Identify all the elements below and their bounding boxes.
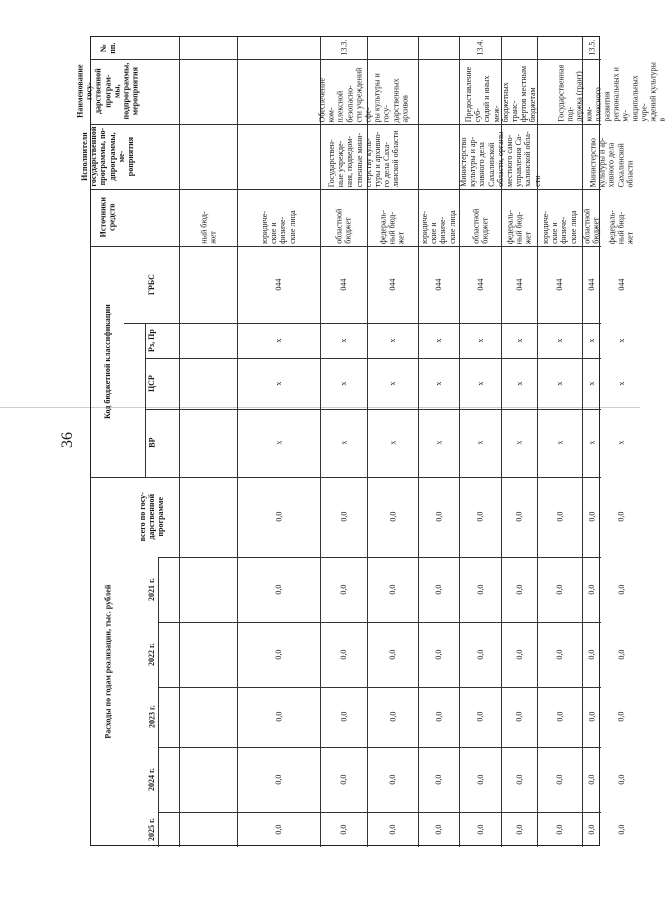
row-r8-rzpr: [582, 323, 601, 358]
row-r5-name-text: Предоставление суб- сидий и иных меж- бюджетных транс- фертов местным бюджетам: [463, 65, 537, 122]
budget-table: [75, 36, 667, 846]
row-r8-executor: [582, 124, 641, 189]
row-r1-vr: [237, 409, 320, 477]
row-r5-grbs: [459, 246, 501, 323]
row-r9-grbs: [601, 246, 641, 323]
row-r2-value-4: [320, 747, 367, 812]
row-r6-source-text: федераль- ный бюд- жет: [505, 209, 533, 244]
row-r2-value-0: [320, 477, 367, 557]
row-r1-value-3: [237, 687, 320, 747]
row-r5-value-3: [459, 687, 501, 747]
header-year-2-text: 2022 г.: [146, 643, 156, 666]
row-r4-value-2-text: 0,0: [433, 649, 443, 660]
row-r6-rzpr-text: х: [514, 338, 524, 343]
row-r2-name: [317, 59, 410, 124]
row-r5-value-1: [459, 557, 501, 622]
row-r3-vr: [367, 409, 418, 477]
row-r5-value-2: [459, 622, 501, 687]
row-r2-vr: [320, 409, 367, 477]
row-r7-value-1-text: 0,0: [554, 584, 564, 595]
header-rzpr-text: Рз, Пр: [146, 329, 156, 352]
row-r2-value-1: [320, 557, 367, 622]
row-r7-value-0: [537, 477, 582, 557]
row-r3-value-5: [367, 812, 418, 847]
row-r6-value-1-text: 0,0: [514, 584, 524, 595]
row-r2-rzpr: [320, 323, 367, 358]
row-r9-csr: [601, 358, 641, 409]
row-r7-rzpr-text: х: [554, 338, 564, 343]
header-budget-code: [91, 246, 124, 477]
row-r3-value-3: [367, 687, 418, 747]
header-rzpr: [124, 323, 179, 358]
row-r6-value-0-text: 0,0: [514, 512, 524, 522]
row-r1-grbs-text: 044: [273, 278, 283, 291]
row-r9-vr: [601, 409, 641, 477]
header-budget-code-text: Код бюджетной классификации: [102, 304, 112, 419]
header-name: [75, 59, 140, 124]
row-r8-value-2-text: 0,0: [586, 649, 596, 660]
row-r9-csr-text: х: [616, 381, 626, 386]
header-executor: [79, 124, 135, 189]
row-r3-value-2-text: 0,0: [387, 649, 397, 660]
row-r1-value-4-text: 0,0: [273, 774, 283, 785]
row-r7-value-3-text: 0,0: [554, 712, 564, 722]
row-r1-source: [237, 189, 320, 246]
row-r5-rzpr: [459, 323, 501, 358]
row-r8-value-4: [582, 747, 601, 812]
row-r3-source: [367, 189, 418, 246]
row-r7-csr: [537, 358, 582, 409]
row-r2-source: [320, 189, 367, 246]
row-r3-value-0: [367, 477, 418, 557]
row-r6-value-0: [501, 477, 537, 557]
row-r8-grbs: [582, 246, 601, 323]
row-r4-source: [418, 189, 459, 246]
header-year-3-text: 2023 г.: [146, 705, 156, 729]
row-r1-value-0: [237, 477, 320, 557]
row-r7-value-5-text: 0,0: [554, 824, 564, 835]
row-r6-source: [501, 189, 537, 246]
row-r2-value-4-text: 0,0: [338, 774, 348, 785]
header-source-text: Источники средств: [98, 197, 117, 238]
row-r4-rzpr-text: х: [433, 338, 443, 343]
row-r2-value-3: [320, 687, 367, 747]
header-total: [124, 477, 179, 557]
row-r3-vr-text: х: [387, 441, 397, 445]
header-grbs-text: ГРБС: [146, 274, 156, 295]
row-r6-vr-text: х: [514, 441, 524, 445]
row-r8-csr-text: х: [586, 381, 596, 386]
row-r1-value-1: [237, 557, 320, 622]
row-r9-source-text: федераль- ный бюд- жет: [607, 209, 635, 244]
row-r8-value-4-text: 0,0: [586, 774, 596, 785]
row-r5-value-0: [459, 477, 501, 557]
row-r2-rzpr-text: х: [338, 338, 348, 343]
row-r9-value-2: [601, 622, 641, 687]
row-r1-value-3-text: 0,0: [273, 712, 283, 722]
row-r8-value-3-text: 0,0: [586, 712, 596, 722]
row-r5-value-2-text: 0,0: [475, 649, 485, 660]
row-r3-value-4: [367, 747, 418, 812]
row-r3-value-3-text: 0,0: [387, 712, 397, 722]
row-r2-executor-text: Государствен- ные учрежде- ния, подведом- ственные мини- стерству куль- туры и архивно- го дела Саха- линской области: [326, 130, 401, 187]
row-r5-vr: [459, 409, 501, 477]
row-r4-csr: [418, 358, 459, 409]
row-r8-csr: [582, 358, 601, 409]
row-r0-source-text: ный бюд- жет: [198, 211, 217, 244]
row-r6-csr-text: х: [514, 381, 524, 386]
row-r1-value-5-text: 0,0: [273, 824, 283, 835]
row-r6-vr: [501, 409, 537, 477]
row-r5-value-4-text: 0,0: [475, 774, 485, 785]
header-csr-text: ЦСР: [146, 375, 156, 392]
row-r2-grbs: [320, 246, 367, 323]
row-r7-rzpr: [537, 323, 582, 358]
row-r5-source: [459, 189, 501, 246]
header-year-4: [124, 747, 179, 812]
row-r1-rzpr: [237, 323, 320, 358]
row-r5-executor-text: Министерство культуры и ар- хивного дела Сахалинской области, органы местного само- управления Са- халинской обла- сти: [458, 131, 542, 187]
row-r2-value-2-text: 0,0: [338, 649, 348, 660]
header-csr: [124, 358, 179, 409]
row-r7-value-2-text: 0,0: [554, 649, 564, 660]
row-r2-source-text: областной бюджет: [334, 208, 353, 244]
row-r4-value-0-text: 0,0: [433, 512, 443, 522]
header-year-2: [124, 622, 179, 687]
row-r8-value-5: [582, 812, 601, 847]
row-r2-value-3-text: 0,0: [338, 712, 348, 722]
row-r9-rzpr: [601, 323, 641, 358]
row-r8-value-0: [582, 477, 601, 557]
row-line-1: [179, 37, 180, 847]
row-r4-source-text: юридиче- ские и физиче- ские лица: [420, 210, 457, 244]
row-r2-value-0-text: 0,0: [338, 512, 348, 522]
row-r5-value-1-text: 0,0: [475, 584, 485, 595]
header-vr: [124, 409, 179, 477]
row-r5-value-4: [459, 747, 501, 812]
row-r5-num: [459, 37, 501, 59]
row-r6-value-5: [501, 812, 537, 847]
row-r7-vr: [537, 409, 582, 477]
row-r4-vr-text: х: [433, 441, 443, 445]
row-r9-value-2-text: 0,0: [616, 649, 626, 660]
row-r3-source-text: федераль- ный бюд- жет: [378, 209, 407, 244]
row-r3-rzpr-text: х: [387, 338, 397, 343]
row-r5-executor: [459, 124, 541, 189]
row-r5-grbs-text: 044: [475, 278, 485, 291]
row-r6-value-4-text: 0,0: [514, 774, 524, 785]
row-r1-csr: [237, 358, 320, 409]
row-r3-value-1-text: 0,0: [387, 584, 397, 595]
row-r8-num-text: 13.5.: [586, 40, 596, 56]
row-r3-value-5-text: 0,0: [387, 824, 397, 835]
row-r6-csr: [501, 358, 537, 409]
row-r8-name-text: Государственная под- держка (грант) ком- плексного развития региональных и му- ниципальных учре- ждений культуры в: [556, 62, 667, 122]
row-r8-value-2: [582, 622, 601, 687]
row-r1-value-5: [237, 812, 320, 847]
header-grbs: [124, 246, 179, 323]
row-r2-csr-text: х: [338, 381, 348, 386]
row-r5-value-5-text: 0,0: [475, 824, 485, 835]
row-r3-csr: [367, 358, 418, 409]
row-r4-value-4-text: 0,0: [433, 774, 443, 785]
row-r5-num-text: 13.4.: [475, 40, 485, 56]
page-number: 36: [59, 432, 76, 448]
header-name-text: Наименование госу- дарственной програм- мы, подпрограммы, мероприятия: [75, 63, 140, 120]
row-r9-value-4-text: 0,0: [616, 774, 626, 785]
row-r7-grbs: [537, 246, 582, 323]
row-r9-value-1-text: 0,0: [616, 584, 626, 595]
row-r6-grbs: [501, 246, 537, 323]
header-num-text: № пп.: [98, 42, 117, 54]
row-r6-value-3: [501, 687, 537, 747]
row-r5-value-5: [459, 812, 501, 847]
row-r8-vr: [582, 409, 601, 477]
row-r2-grbs-text: 044: [338, 278, 348, 291]
row-r7-vr-text: х: [554, 441, 564, 445]
row-r7-value-4: [537, 747, 582, 812]
row-r6-rzpr: [501, 323, 537, 358]
row-r5-source-text: областной бюджет: [470, 208, 489, 244]
row-r4-csr-text: х: [433, 381, 443, 386]
header-year-1-text: 2021 г.: [146, 578, 156, 601]
row-r8-source-text: областной бюджет: [582, 208, 601, 244]
row-r8-vr-text: х: [586, 441, 596, 445]
header-expenses: [91, 477, 124, 847]
row-r1-value-4: [237, 747, 320, 812]
row-r3-value-4-text: 0,0: [387, 774, 397, 785]
row-r5-value-3-text: 0,0: [475, 712, 485, 722]
row-r3-csr-text: х: [387, 381, 397, 386]
row-r5-csr: [459, 358, 501, 409]
row-r5-csr-text: х: [475, 381, 485, 386]
row-r8-value-1-text: 0,0: [586, 584, 596, 595]
row-r1-value-2: [237, 622, 320, 687]
row-r2-executor: [320, 124, 407, 189]
row-r1-value-0-text: 0,0: [273, 512, 283, 522]
row-r6-value-2-text: 0,0: [514, 649, 524, 660]
row-r4-value-3-text: 0,0: [433, 712, 443, 722]
header-year-5: [124, 812, 179, 847]
row-r5-name: [459, 59, 541, 124]
row-r2-num-text: 13.3.: [338, 40, 348, 56]
row-r9-grbs-text: 044: [616, 278, 626, 291]
row-r4-vr: [418, 409, 459, 477]
row-r9-vr-text: х: [616, 441, 626, 445]
row-r6-value-1: [501, 557, 537, 622]
row-r4-rzpr: [418, 323, 459, 358]
header-total-text: всего по госу- дарственной программе: [137, 492, 166, 542]
header-source: [91, 189, 124, 246]
header-vr-text: ВР: [146, 437, 156, 449]
header-year-3: [124, 687, 179, 747]
row-r9-value-0-text: 0,0: [616, 512, 626, 522]
header-year-4-text: 2024 г.: [146, 768, 156, 791]
row-r2-vr-text: х: [338, 441, 348, 445]
row-r0-source: [179, 189, 237, 246]
row-r7-value-5: [537, 812, 582, 847]
row-r6-value-4: [501, 747, 537, 812]
row-r8-grbs-text: 044: [586, 278, 596, 291]
row-r9-source: [601, 189, 641, 246]
row-r8-rzpr-text: х: [586, 338, 596, 343]
row-r3-value-2: [367, 622, 418, 687]
row-r9-value-0: [601, 477, 641, 557]
row-r4-value-2: [418, 622, 459, 687]
row-r9-rzpr-text: х: [616, 338, 626, 343]
header-executor-text: Исполнители государственной программы, по- дпрограммы, ме- роприятия: [79, 126, 135, 187]
row-r3-rzpr: [367, 323, 418, 358]
row-r9-value-3: [601, 687, 641, 747]
row-r8-value-5-text: 0,0: [586, 824, 596, 835]
row-r2-num: [320, 37, 367, 59]
row-r2-value-5-text: 0,0: [338, 824, 348, 835]
row-r1-value-1-text: 0,0: [273, 584, 283, 595]
row-r3-grbs: [367, 246, 418, 323]
row-r3-value-1: [367, 557, 418, 622]
row-r8-executor-text: Министерство культуры и ар- хивного дела Сахалинской области: [588, 136, 635, 187]
row-r9-value-4: [601, 747, 641, 812]
row-r8-name: [556, 59, 667, 124]
row-r7-grbs-text: 044: [554, 278, 564, 291]
row-r6-value-2: [501, 622, 537, 687]
row-r4-value-1: [418, 557, 459, 622]
row-r7-csr-text: х: [554, 381, 564, 386]
row-r6-value-3-text: 0,0: [514, 712, 524, 722]
row-r7-value-4-text: 0,0: [554, 774, 564, 785]
header-expenses-text: Расходы по годам реализации, тыс. рублей: [102, 584, 112, 740]
row-r1-grbs: [237, 246, 320, 323]
row-r4-value-1-text: 0,0: [433, 584, 443, 595]
row-r1-vr-text: х: [273, 441, 283, 445]
row-r1-csr-text: х: [273, 381, 283, 386]
row-r9-value-5-text: 0,0: [616, 824, 626, 835]
row-r5-vr-text: х: [475, 441, 485, 445]
row-r7-value-3: [537, 687, 582, 747]
row-r4-grbs-text: 044: [433, 278, 443, 291]
row-r9-value-5: [601, 812, 641, 847]
row-r7-value-2: [537, 622, 582, 687]
row-r4-grbs: [418, 246, 459, 323]
row-r3-value-0-text: 0,0: [387, 512, 397, 522]
row-r9-value-1: [601, 557, 641, 622]
row-r4-value-4: [418, 747, 459, 812]
row-r1-source-text: юридиче- ские и физиче- ские лица: [260, 210, 297, 244]
row-r8-value-0-text: 0,0: [586, 512, 596, 522]
row-r8-value-3: [582, 687, 601, 747]
row-r1-value-2-text: 0,0: [273, 649, 283, 660]
row-r6-value-5-text: 0,0: [514, 824, 524, 835]
row-r7-source: [537, 189, 582, 246]
row-r2-value-1-text: 0,0: [338, 584, 348, 595]
row-r4-value-3: [418, 687, 459, 747]
row-r4-value-0: [418, 477, 459, 557]
header-num: [91, 37, 124, 59]
row-r8-source: [582, 189, 601, 246]
row-r4-value-5: [418, 812, 459, 847]
row-r2-value-5: [320, 812, 367, 847]
row-r5-rzpr-text: х: [475, 338, 485, 343]
row-r6-grbs-text: 044: [514, 278, 524, 291]
header-year-5-text: 2025 г.: [146, 818, 156, 841]
row-r8-num: [582, 37, 601, 59]
row-r7-value-0-text: 0,0: [554, 512, 564, 522]
row-r1-rzpr-text: х: [273, 338, 283, 343]
row-r3-grbs-text: 044: [387, 278, 397, 291]
row-r9-value-3-text: 0,0: [616, 712, 626, 722]
row-r7-value-1: [537, 557, 582, 622]
row-r2-name-text: Обеспечение ком- плексной безопасно- сти учреждений сфе- ры культуры и госу- дарственных архивов: [317, 67, 410, 122]
row-r8-value-1: [582, 557, 601, 622]
row-r2-value-2: [320, 622, 367, 687]
row-r5-value-0-text: 0,0: [475, 512, 485, 522]
row-r2-csr: [320, 358, 367, 409]
row-r4-value-5-text: 0,0: [433, 824, 443, 835]
header-year-1: [124, 557, 179, 622]
row-r7-source-text: юридиче- ские и физиче- ские лица: [541, 210, 578, 244]
